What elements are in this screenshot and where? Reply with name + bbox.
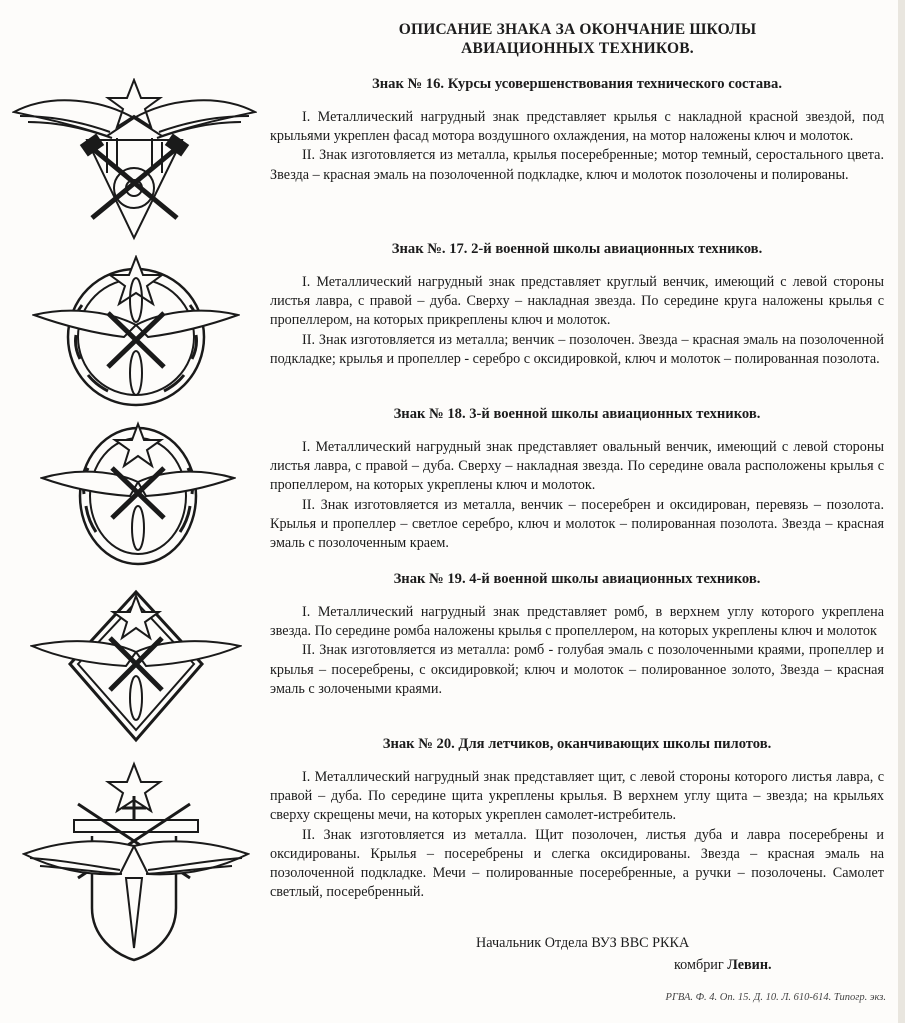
section-heading: Знак № 16. Курсы усовершенствования технического состава.	[372, 76, 782, 92]
section-heading: Знак № 19. 4-й военной школы авиационных техников.	[393, 571, 761, 587]
page-edge	[898, 0, 905, 1023]
section-badge-18	[270, 405, 884, 553]
badge-20-image	[22, 758, 250, 963]
page-title	[380, 20, 775, 58]
badge-17-image	[32, 255, 240, 410]
title-line-1: ОПИСАНИЕ ЗНАКА ЗА ОКОНЧАНИЕ ШКОЛЫ	[398, 21, 757, 38]
signature-name: Левин.	[727, 957, 772, 973]
section-paragraph-2: II. Знак изготовляется из металла, крылья посеребренные; мотор темный, серостального цвета. Звезда – красная эмаль на позолоченной подкладке, ключ и молоток позолочены и полированы.	[270, 147, 884, 183]
section-paragraph-1: I. Металлический нагрудный знак представляет крылья с накладной красной звездой, под крыльями укреплен фасад мотора воздушного охлаждения, на мотор наложены ключ и молоток.	[270, 109, 884, 145]
section-paragraph-1: I. Металлический нагрудный знак представляет щит, с левой стороны которого листья лавра, с правой – дуба. По середине щита укреплены крылья. В верхнем углу щита – звезда; на крыльях сверху скрещены мечи, на которых укреплен самолет-истребитель.	[270, 769, 884, 824]
section-paragraph-2: II. Знак изготовляется из металла; венчик – позолочен. Звезда – красная эмаль на позолоченной подкладке; крылья и пропеллер - серебро с оксидировкой, ключ и молоток – полированная позолота.	[270, 331, 884, 367]
signature-rank: комбриг	[674, 957, 724, 973]
section-heading: Знак № 20. Для летчиков, оканчивающих школы пилотов.	[382, 736, 772, 752]
badge-16-image	[12, 78, 257, 243]
section-paragraph-1: I. Металлический нагрудный знак представляет ромб, в верхнем углу которого укреплена звезда. По середине ромба наложены крылья с пропеллером, на которых укреплены ключ и молоток	[270, 604, 884, 640]
section-heading: Знак № 18. 3-й военной школы авиационных техников.	[393, 406, 761, 422]
badge-19-image	[30, 582, 242, 747]
section-paragraph-1: I. Металлический нагрудный знак представляет овальный венчик, имеющий с левой стороны листья лавра, с правой – дуба. Сверху – накладная звезда. По середине овала расположены крылья с пропеллером, на которых укреплены ключ и молоток.	[270, 439, 884, 494]
section-paragraph-2: II. Знак изготовляется из металла, венчик – посеребрен и оксидирован, перевязь – позолота. Крылья и пропеллер – светлое серебро, ключ и молоток – полированная позолота. Звезда – красная эмаль с позолоченным краем.	[270, 496, 884, 552]
section-badge-16	[270, 75, 884, 185]
section-paragraph-1: I. Металлический нагрудный знак представляет круглый венчик, имеющий с левой стороны листья лавра, с правой – дуба. Сверху – накладная звезда. По середине круга наложены крылья с пропеллером, на которых прикреплены ключ и молоток.	[270, 274, 884, 329]
section-badge-19	[270, 570, 884, 699]
title-line-2: АВИАЦИОННЫХ ТЕХНИКОВ.	[461, 40, 694, 57]
archive-reference: РГВА. Ф. 4. Оп. 15. Д. 10. Л. 610-614. Типогр. экз.	[665, 992, 886, 1003]
section-heading: Знак №. 17. 2-й военной школы авиационных техников.	[391, 241, 763, 257]
signature-rank-line	[476, 954, 772, 976]
signature-position: Начальник Отдела ВУЗ ВВС РККА	[476, 935, 690, 951]
section-paragraph-2: II. Знак изготовляется из металла. Щит позолочен, листья дуба и лавра посеребрены и оксидированы. Крылья – посеребрены и слегка оксидированы. Звезда – красная эмаль на позолоченной подкладке. Мечи – полированные посеребренные, а ручки – позолочены. Самолет светлый, посеребренный.	[270, 826, 884, 901]
badge-18-image	[40, 418, 236, 568]
section-paragraph-2: II. Знак изготовляется из металла: ромб - голубая эмаль с позолоченными краями, пропеллер и крылья – посеребрены, с оксидировкой; ключ и молоток – полированное золото, Звезда – красная эмаль с золочеными краями.	[270, 642, 884, 697]
section-badge-20	[270, 735, 884, 902]
section-badge-17	[270, 240, 884, 369]
signature-block	[476, 932, 772, 976]
